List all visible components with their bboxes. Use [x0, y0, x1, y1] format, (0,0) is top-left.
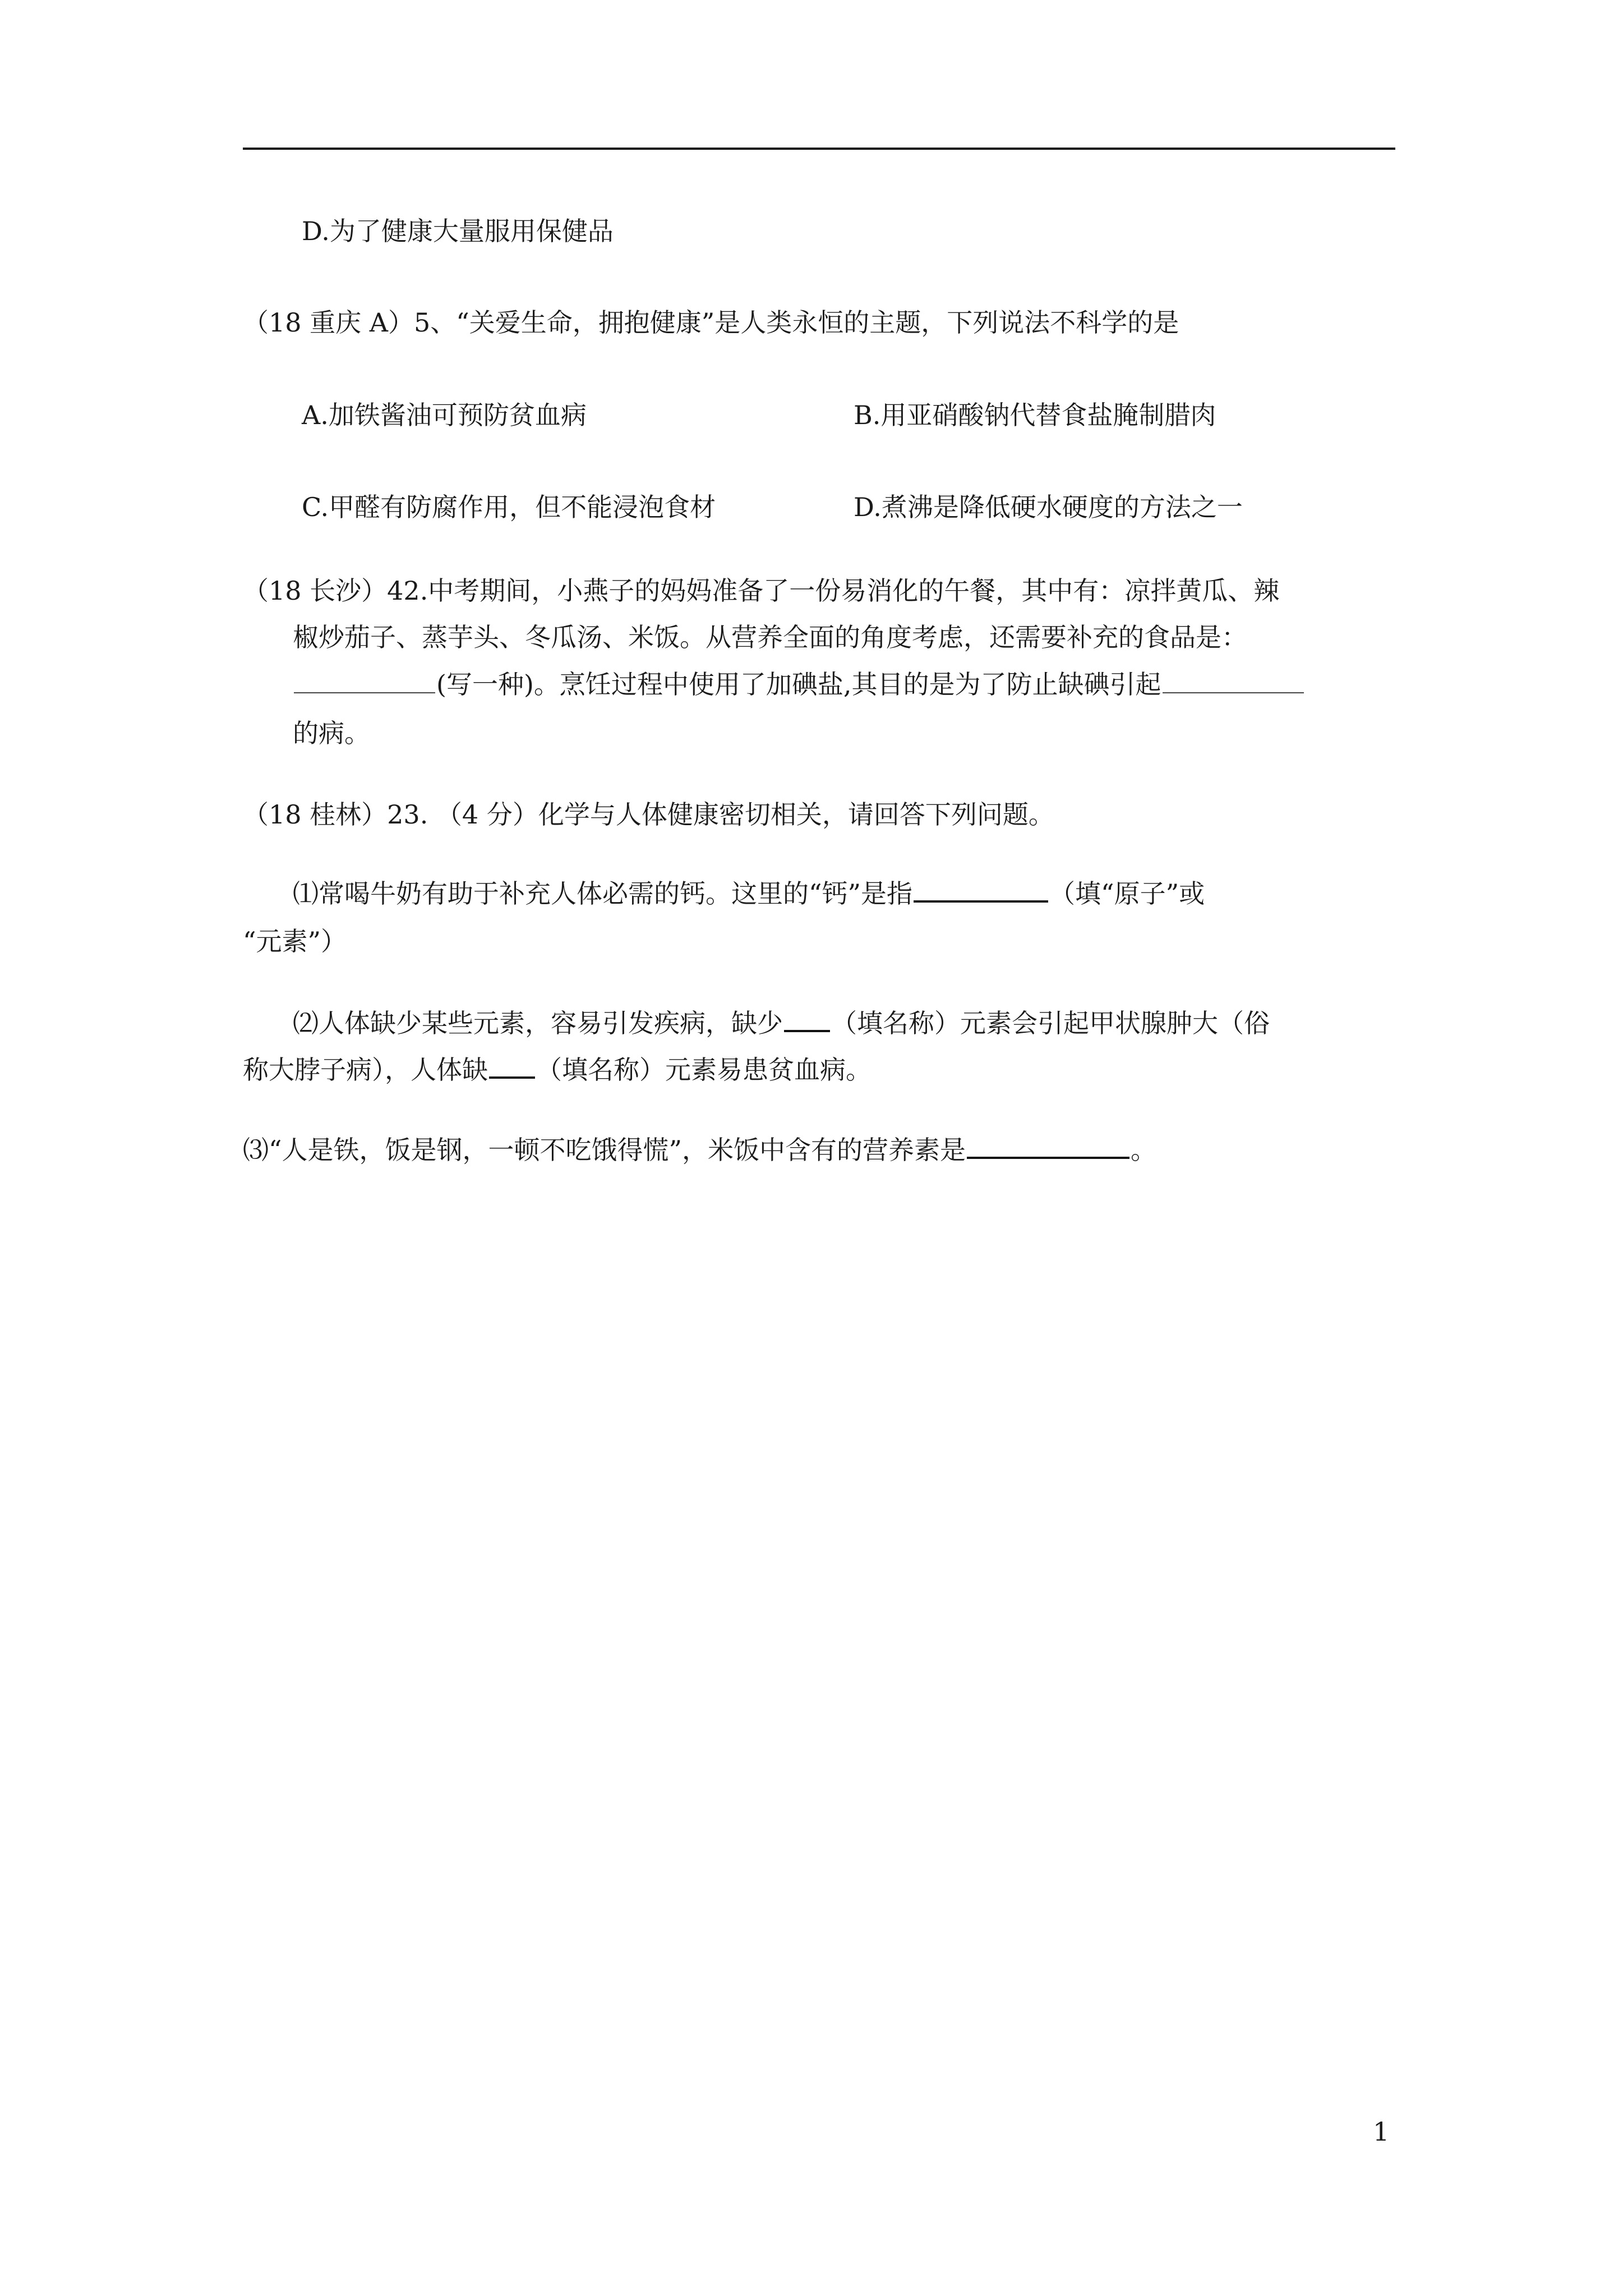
page-number: 1 — [1373, 2116, 1390, 2147]
q23-part1-blank[interactable] — [914, 900, 1048, 903]
q5-option-a: A.加铁酱油可预防贫血病 — [302, 400, 587, 430]
q23-part2 — [293, 1006, 1270, 1040]
q42-line2: 椒炒茄子、蒸芋头、冬瓜汤、米饭。从营养全面的角度考虑，还需要补充的食品是： — [293, 622, 1247, 652]
q23-stem: （18 桂林）23. （4 分）化学与人体健康密切相关，请回答下列问题。 — [243, 799, 1054, 830]
q23-part2-blank-1[interactable] — [784, 1029, 830, 1032]
q42-line1: （18 长沙）42.中考期间，小燕子的妈妈准备了一份易消化的午餐，其中有：凉拌黄瓜、辣 — [243, 576, 1280, 606]
q5-option-b: B.用亚硝酸钠代替食盐腌制腊肉 — [854, 400, 1216, 430]
q23-part1-text: ⑴常喝牛奶有助于补充人体必需的钙。这里的“钙”是指 — [293, 878, 913, 909]
q23-part3-text: ⑶“人是铁，饭是钢，一顿不吃饿得慌”，米饭中含有的营养素是 — [243, 1135, 966, 1165]
q23-part1-hint: （填“原子”或 — [1049, 878, 1205, 909]
q42-line4: 的病。 — [293, 718, 370, 748]
q23-part2-text-c: 称大脖子病），人体缺 — [243, 1055, 488, 1085]
q42-line3-text: (写一种)。烹饪过程中使用了加碘盐,其目的是为了防止缺碘引起 — [436, 669, 1161, 700]
q5-option-d: D.煮沸是降低硬水硬度的方法之一 — [854, 492, 1243, 522]
q42-answer-blank-2[interactable] — [1163, 692, 1304, 693]
q23-part2-blank-2[interactable] — [489, 1076, 535, 1079]
q23-part3-end: 。 — [1131, 1135, 1157, 1165]
q23-part1-cont: “元素”） — [243, 926, 347, 956]
q42-line3 — [293, 668, 1305, 701]
q23-part2-cont — [243, 1053, 872, 1087]
q5-stem: （18 重庆 A）5、“关爱生命，拥抱健康”是人类永恒的主题，下列说法不科学的是 — [243, 307, 1179, 338]
q5-option-c: C.甲醛有防腐作用，但不能浸泡食材 — [302, 492, 716, 522]
q23-part2-text-a: ⑵人体缺少某些元素，容易引发疾病，缺少 — [293, 1008, 783, 1038]
header-rule — [243, 148, 1395, 150]
q23-part1 — [293, 877, 1205, 910]
q23-part2-text-d: （填名称）元素易患贫血病。 — [536, 1055, 872, 1085]
prev-option-d: D.为了健康大量服用保健品 — [302, 216, 614, 246]
q23-part3-blank[interactable] — [967, 1156, 1129, 1159]
q23-part2-text-b: （填名称）元素会引起甲状腺肿大（俗 — [831, 1008, 1270, 1038]
q23-part3 — [243, 1133, 1156, 1167]
q42-answer-blank-1[interactable] — [294, 692, 435, 693]
